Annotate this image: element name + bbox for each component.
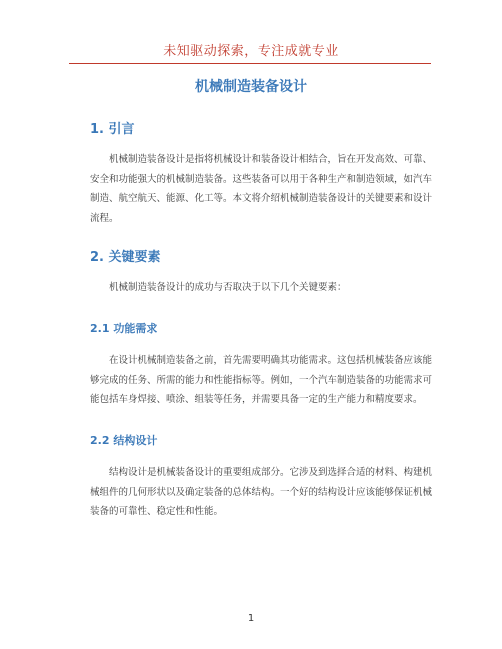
section-paragraph-introduction: 机械制造装备设计是指将机械设计和装备设计相结合，旨在开发高效、可靠、安全和功能强大的机械制造装备。这些装备可以用于各种生产和制造领域，如汽车制造、航空航天、能源、化工等。本文将介绍机械制造装备设计的关键要素和设计流程。 [90,154,433,224]
document-title: 机械制造装备设计 [195,79,307,95]
subsection-paragraph-structural-design: 结构设计是机械装备设计的重要组成部分。它涉及到选择合适的材料、构建机械组件的几何形状以及确定装备的总体结构。一个好的结构设计应该能够保证机械装备的可靠性、稳定性和性能。 [90,467,433,517]
section-heading-introduction: 1. 引言 [90,122,135,137]
subsection-heading-structural-design: 2.2 结构设计 [90,434,158,447]
header-divider [69,63,431,64]
section-heading-key-elements: 2. 关键要素 [90,250,161,265]
page-number: 1 [247,613,255,624]
subsection-heading-functional-requirements: 2.1 功能需求 [90,322,158,335]
page-header-text: 未知驱动探索，专注成就专业 [163,44,339,59]
section-paragraph-key-elements: 机械制造装备设计的成功与否取决于以下几个关键要素： [109,282,347,293]
subsection-paragraph-functional-requirements: 在设计机械制造装备之前，首先需要明确其功能需求。这包括机械装备应该能够完成的任务、所需的能力和性能指标等。例如，一个汽车制造装备的功能需求可能包括车身焊接、喷涂、组装等任务，并需要具备一定的生产能力和精度要求。 [90,355,433,405]
